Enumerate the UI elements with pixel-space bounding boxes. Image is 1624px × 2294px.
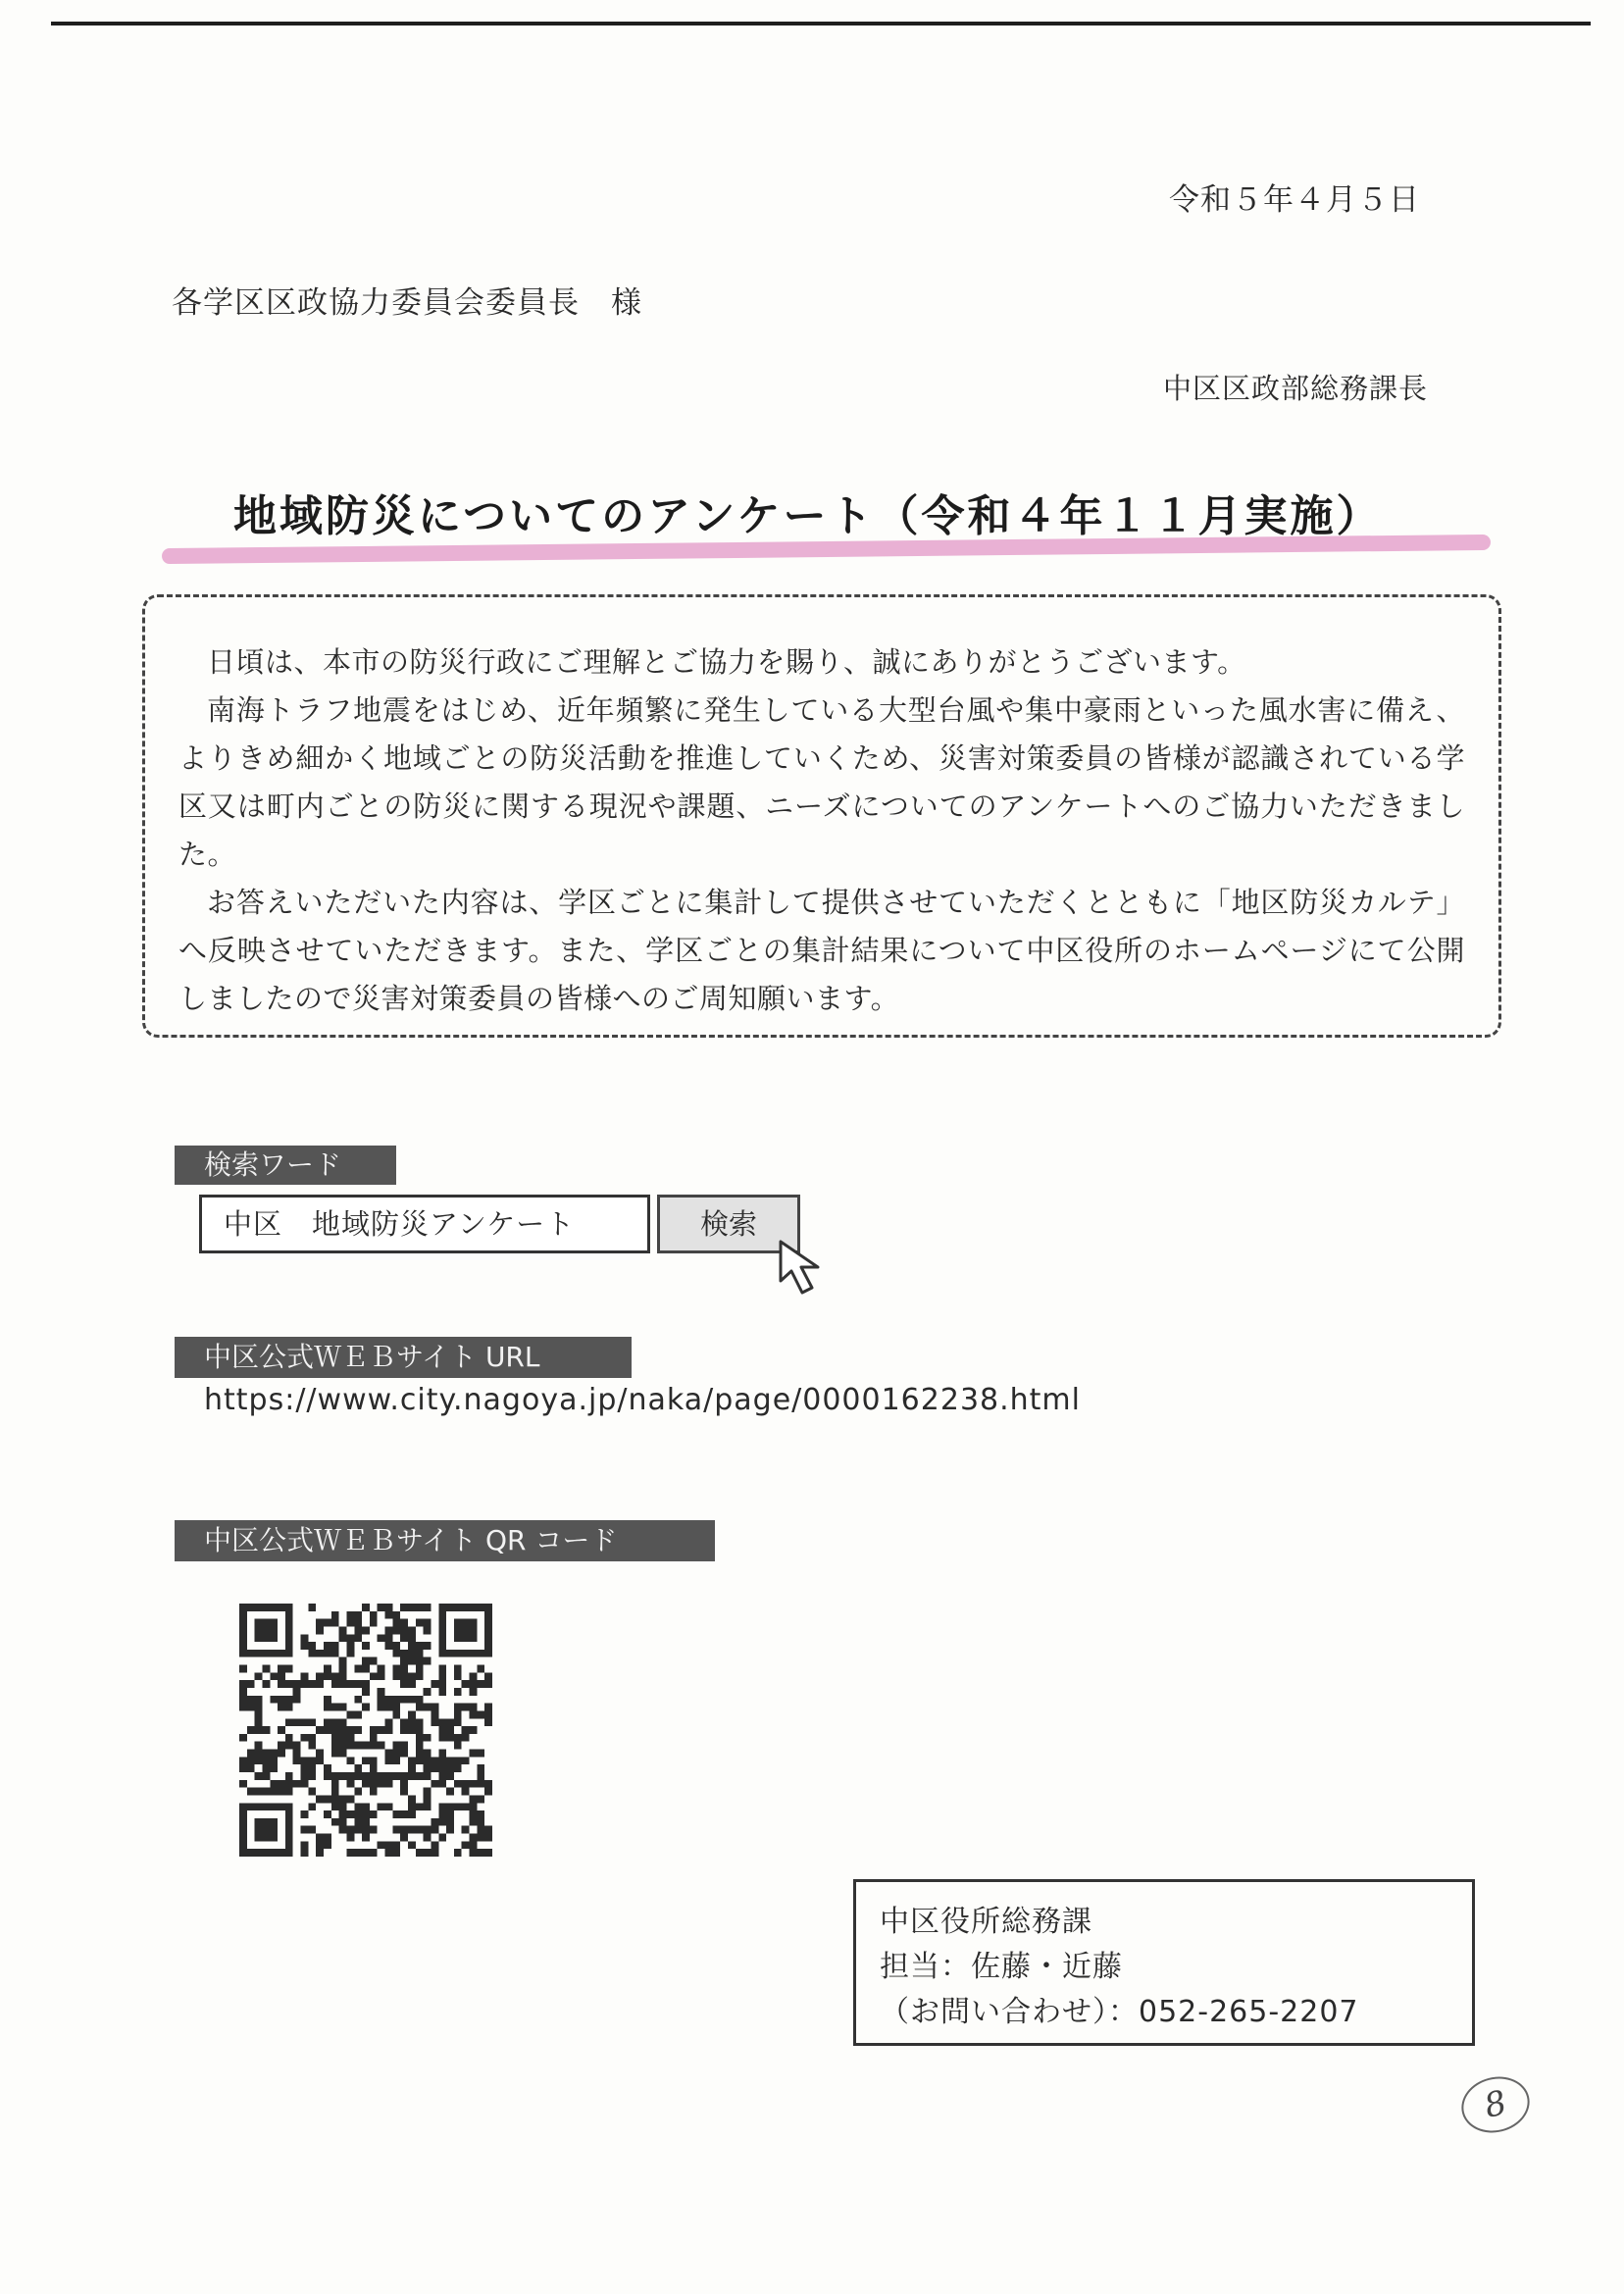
website-url[interactable]: https://www.city.nagoya.jp/naka/page/0000162238.html xyxy=(204,1383,1081,1417)
url-label: 中区公式ＷＥＢサイト URL xyxy=(175,1337,632,1378)
qr-code-icon xyxy=(239,1604,492,1857)
document-date: 令和５年４月５日 xyxy=(1169,182,1420,218)
search-button[interactable]: 検索 xyxy=(657,1195,800,1253)
notice-paragraph-1: 日頃は、本市の防災行政にご理解とご協力を賜り、誠にありがとうございます。 xyxy=(207,645,1246,679)
addressee: 各学区区政協力委員会委員長 様 xyxy=(172,285,642,321)
search-label: 検索ワード xyxy=(175,1146,396,1185)
sender: 中区区政部総務課長 xyxy=(1162,372,1428,405)
page-title: 地域防災についてのアンケート（令和４年１１月実施） xyxy=(233,491,1383,541)
page-number: 8 xyxy=(1455,2069,1535,2139)
notice-paragraph-3: お答えいただいた内容は、学区ごとに集計して提供させていただくとともに「地区防災カルテ」へ反映させていただきます。また、学区ごとの集計結果について中区役所のホームページにて公開しましたので災害対策委員の皆様へのご周知願います。 xyxy=(178,886,1465,1015)
arrow-cursor-icon xyxy=(777,1238,839,1300)
qr-label: 中区公式ＷＥＢサイト QR コード xyxy=(175,1520,715,1561)
notice-paragraph-2: 南海トラフ地震をはじめ、近年頻繁に発生している大型台風や集中豪雨といった風水害に備え、よりきめ細かく地域ごとの防災活動を推進していくため、災害対策委員の皆様が認識されている学区又は町内ごとの防災に関する現況や課題、ニーズについてのアンケートへのご協力いただきました。 xyxy=(178,693,1465,871)
contact-box xyxy=(853,1879,1475,2046)
search-input[interactable]: 中区 地域防災アンケート xyxy=(199,1195,650,1253)
contact-office: 中区役所総務課 xyxy=(880,1905,1092,1939)
contact-staff: 担当：佐藤・近藤 xyxy=(880,1950,1123,1984)
contact-phone: （お問い合わせ）：052-265-2207 xyxy=(880,1995,1359,2029)
notice-box xyxy=(142,594,1501,1038)
top-rule xyxy=(51,22,1591,25)
